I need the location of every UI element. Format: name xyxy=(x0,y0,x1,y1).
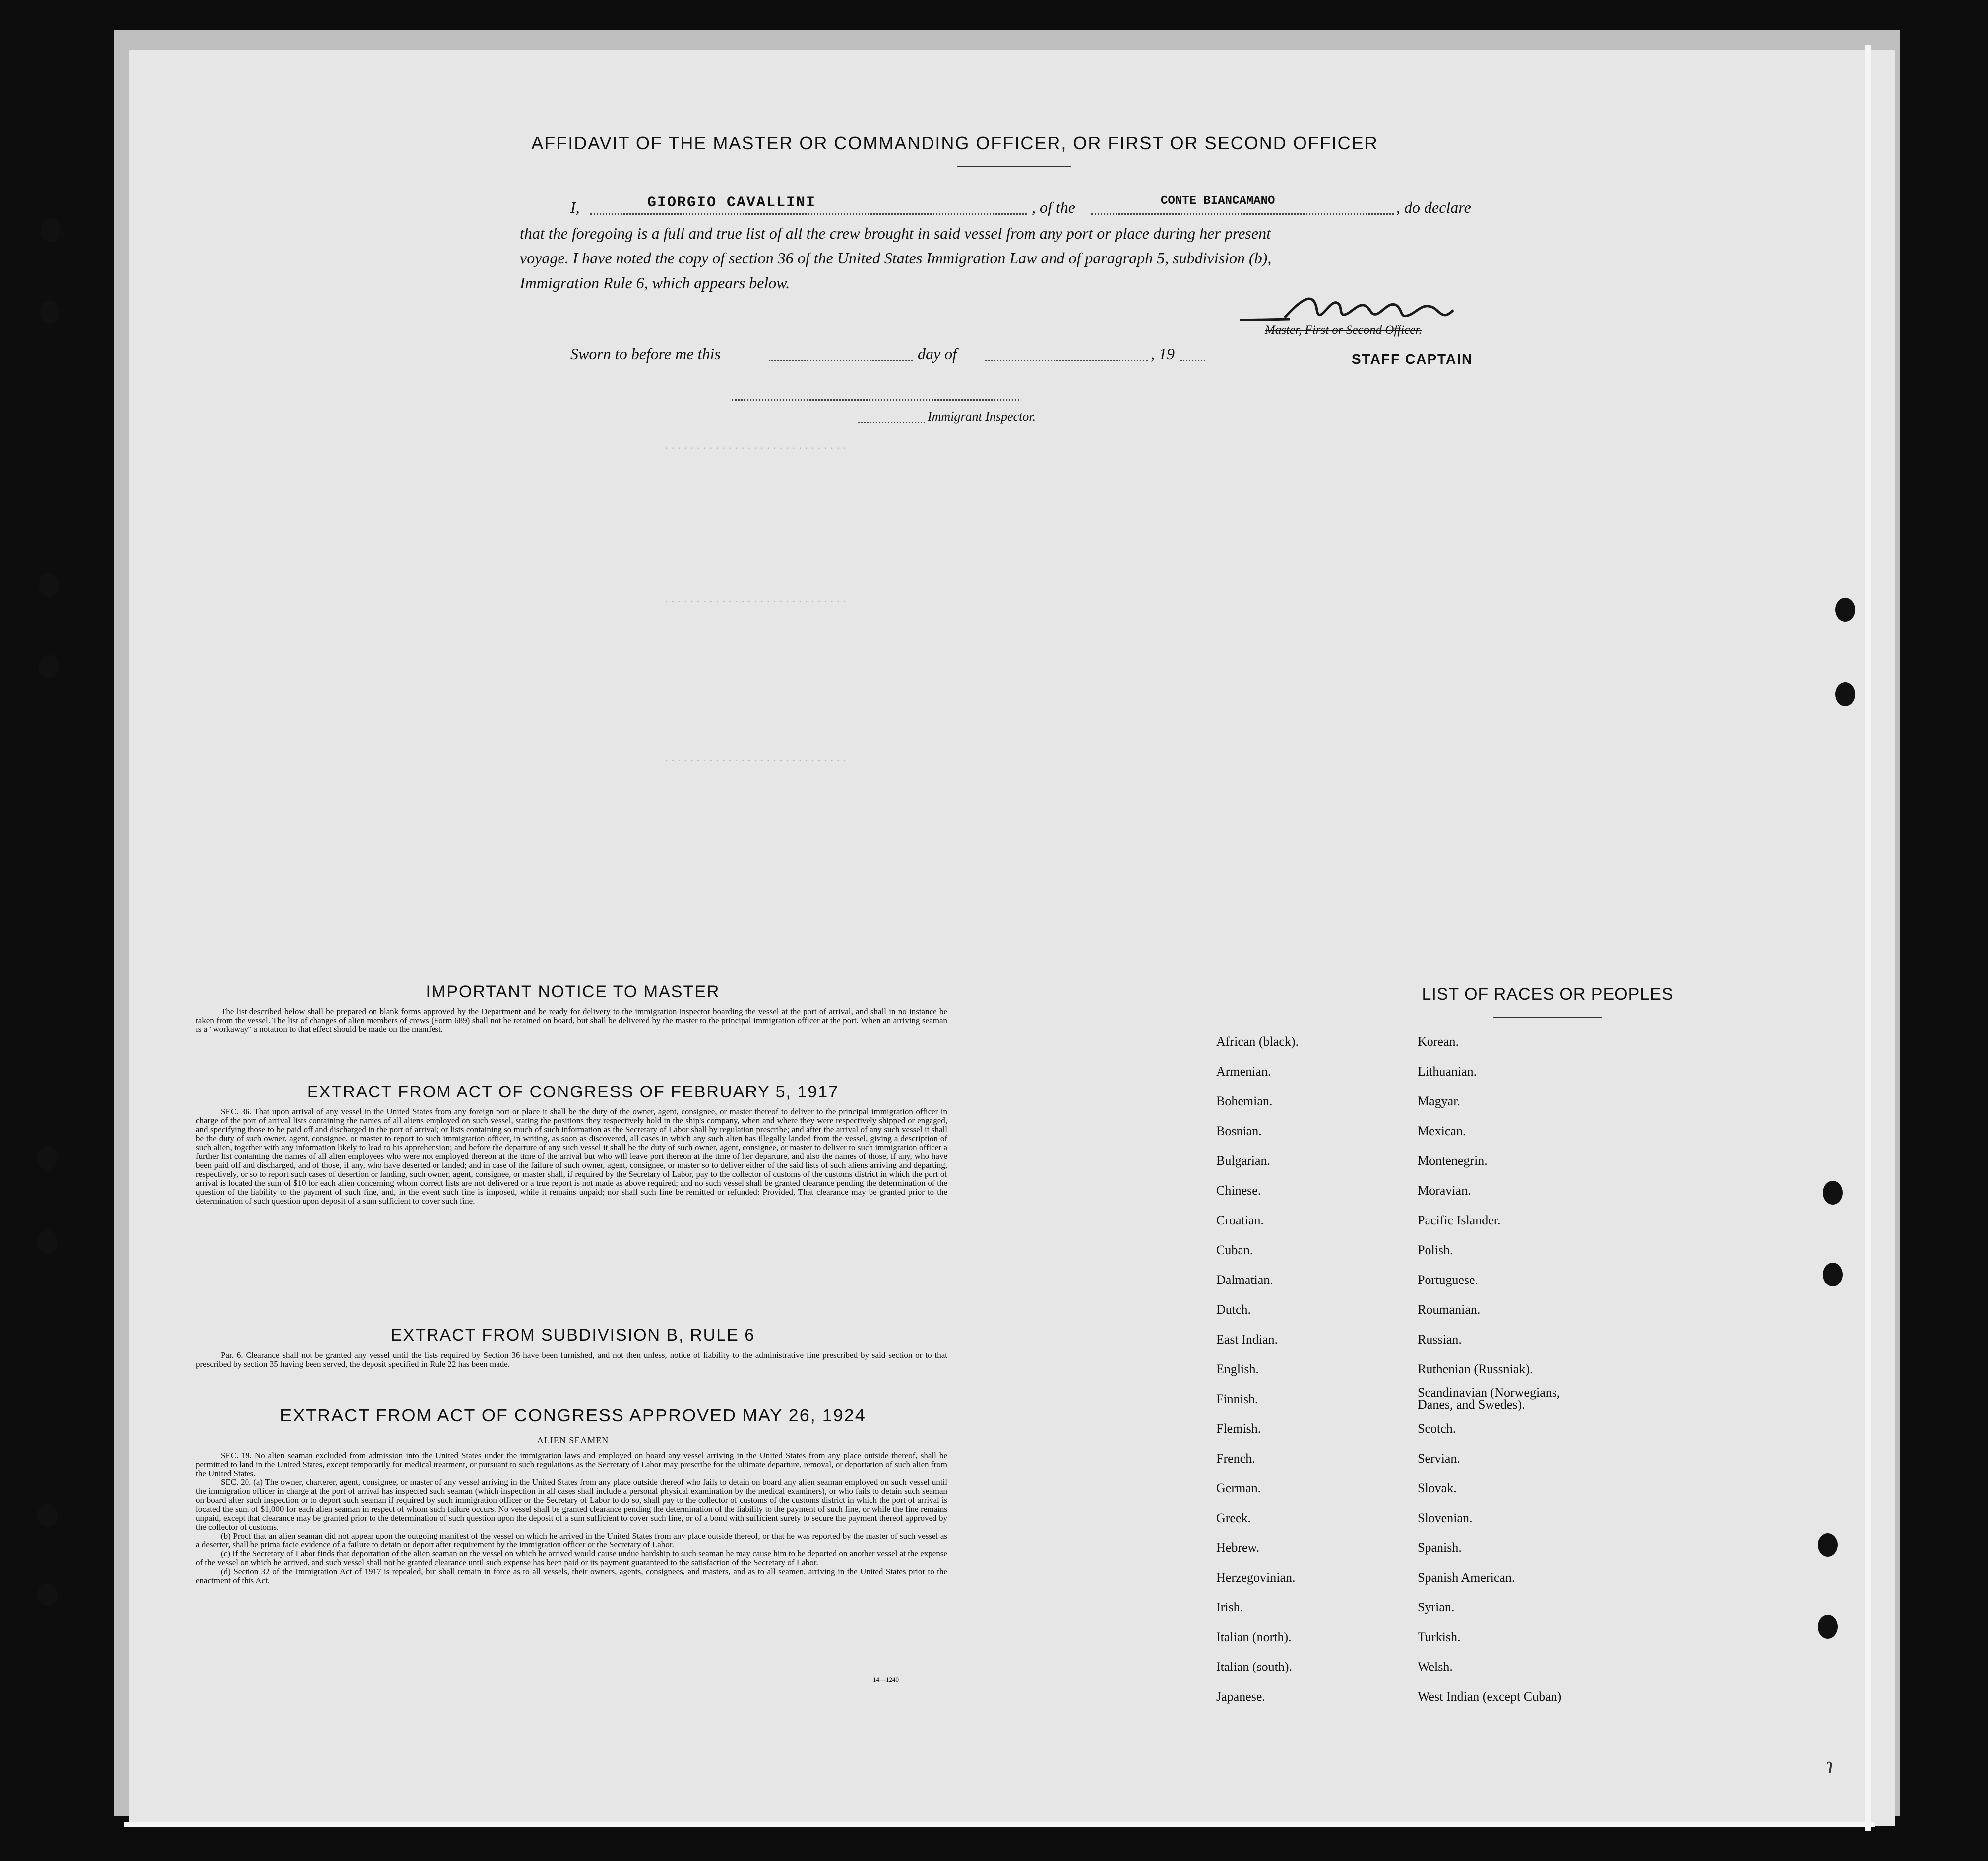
form-number: 14—1240 xyxy=(873,1676,899,1683)
race-item: Korean. xyxy=(1418,1034,1459,1049)
sec-20d-text: (d) Section 32 of the Immigration Act of 1917 is repealed, but shall remain in force as to all vessels, their owners, agents, consignees, and masters, and as to all seamen, arriving in the United States prior to the enactment of this Act. xyxy=(196,1567,947,1585)
sworn-month-line xyxy=(985,360,1148,361)
notice-body: The list described below shall be prepared on blank forms approved by the Department and be ready for delivery to the immigration inspector boarding the vessel at the port of arrival, and shall in no instance be taken from the vessel. The list of changes of alien members of crews (Form 689) shall not be retained on board, but shall be delivered by the master to the principal immigration officer at the port. When an arriving seaman is a "workaway" a notation to that effect should be made on the manifest. xyxy=(196,1007,947,1034)
race-item: English. xyxy=(1216,1362,1259,1376)
race-item: Pacific Islander. xyxy=(1418,1213,1501,1227)
sworn-year-line xyxy=(1180,360,1205,361)
bleed-through-mark: · · · · · · · · · · · · · · · · · · · · · · · · · · · · · xyxy=(665,754,847,767)
sec-20b-text: (b) Proof that an alien seaman did not appear upon the outgoing manifest of the vessel on which he arrived in the United States from any place outside thereof, or that he was reported by the master of such vessel as a deserter, shall be prima facie evidence of a failure to detain or deport after requirement by the immigration officer or the Secretary of Labor. xyxy=(196,1531,947,1549)
races-title: LIST OF RACES OR PEOPLES xyxy=(1422,985,1674,1004)
race-item: French. xyxy=(1216,1451,1255,1466)
race-item: Scandinavian (Norwegians, Danes, and Swedes). xyxy=(1418,1385,1560,1412)
race-item: Dalmatian. xyxy=(1216,1273,1273,1287)
punch-hole xyxy=(38,1146,58,1170)
vessel-field-line xyxy=(1091,213,1394,215)
race-item: Magyar. xyxy=(1418,1094,1460,1108)
extract-1924-subtitle: ALIEN SEAMEN xyxy=(537,1435,609,1445)
name-field-line xyxy=(590,213,1027,215)
affidavit-i-label: I, xyxy=(570,198,580,216)
punch-hole xyxy=(41,218,61,242)
race-item: Spanish American. xyxy=(1418,1570,1515,1585)
race-item: Bulgarian. xyxy=(1216,1154,1271,1168)
day-of-label: day of xyxy=(918,345,957,363)
punch-hole xyxy=(1818,1533,1838,1557)
punch-hole xyxy=(40,300,60,324)
race-item: Herzegovinian. xyxy=(1216,1570,1296,1585)
sec-19-text: SEC. 19. No alien seaman excluded from admission into the United States under the immigration laws and employed on board any vessel arriving in the United States from any place outside thereof, shall be permitted to land in the United States, except temporarily for medical treatment, or pursuant to such regulations as the Secretary of Labor may prescribe for the ultimate departure, removal, or deportation of such alien from the United States. xyxy=(196,1451,947,1478)
sworn-day-line xyxy=(769,360,913,361)
punch-hole xyxy=(39,655,59,679)
race-item: Slovak. xyxy=(1418,1481,1457,1495)
officer-title: STAFF CAPTAIN xyxy=(1352,351,1473,367)
extract-rule6-title: EXTRACT FROM SUBDIVISION B, RULE 6 xyxy=(390,1326,755,1345)
race-item: Greek. xyxy=(1216,1511,1251,1525)
race-item: Lithuanian. xyxy=(1418,1064,1477,1079)
race-item: Roumanian. xyxy=(1418,1302,1481,1317)
race-item: Mexican. xyxy=(1418,1124,1466,1138)
race-item: Ruthenian (Russniak). xyxy=(1418,1362,1533,1376)
punch-hole xyxy=(38,1230,58,1254)
title-underline xyxy=(957,166,1071,167)
race-item: Dutch. xyxy=(1216,1302,1251,1317)
race-item: African (black). xyxy=(1216,1034,1299,1049)
vessel-name-entry: CONTE BIANCAMANO xyxy=(1161,194,1275,208)
punch-hole xyxy=(38,1583,58,1606)
race-item: Russian. xyxy=(1418,1332,1462,1347)
race-item: Irish. xyxy=(1216,1600,1243,1614)
race-item: Japanese. xyxy=(1216,1689,1265,1704)
punch-hole xyxy=(1818,1615,1838,1639)
race-item: Syrian. xyxy=(1418,1600,1455,1614)
sec-20a-text: SEC. 20. (a) The owner, charterer, agent, consignee, or master of any vessel arriving in the United States from any place outside thereof who fails to detain on board any alien seaman employed on such vessel until the immigration officer in charge at the port of arrival has inspected such seaman (which inspection in all cases shall include a personal physical examination by the medical examiners), or who fails to detain such seaman on board after such inspection or to deport such seaman if required by such immigration officer or the Secretary of Labor to do so, shall pay to the collector of customs of the customs district in which the port of arrival is located the sum of $1,000 for each alien seaman in respect of whom such failure occurs. No vessel shall be granted clearance pending the determination of the liability to the payment of such fine, or while the fine remains unpaid, except that clearance may be granted prior to the determination of such question upon the deposit of a sum sufficient to cover such fine, or of a bond with sufficient surety to secure the payment thereof approved by the collector of customs. xyxy=(196,1477,947,1532)
bleed-through-mark: · · · · · · · · · · · · · · · · · · · · · · · · · · · · · xyxy=(665,595,847,608)
punch-hole xyxy=(1823,1263,1843,1286)
race-item: Servian. xyxy=(1418,1451,1460,1466)
extract-1924-body xyxy=(196,1451,947,1585)
race-item: Spanish. xyxy=(1418,1540,1462,1555)
race-item: Slovenian. xyxy=(1418,1511,1473,1525)
corner-mark: ɿ xyxy=(1825,1752,1834,1778)
sworn-label: Sworn to before me this xyxy=(570,345,721,363)
notice-title: IMPORTANT NOTICE TO MASTER xyxy=(426,982,720,1001)
race-item: German. xyxy=(1216,1481,1261,1495)
page-edge xyxy=(1865,45,1871,1831)
race-item: Flemish. xyxy=(1216,1421,1261,1436)
bleed-through-mark: · · · · · · · · · · · · · · · · · · · · · · · · · · · · · xyxy=(665,442,847,454)
extract-rule6-body: Par. 6. Clearance shall not be granted any vessel until the lists required by Section 36 have been furnished, and not then unless, notice of liability to the administrative fine prescribed by said section or to that prescribed by section 35 having been served, the deposit specified in Rule 22 has been made. xyxy=(196,1350,947,1369)
extract-1917-body: SEC. 36. That upon arrival of any vessel in the United States from any foreign port or place it shall be the duty of the owner, agent, consignee, or master thereof to deliver to the principal immigration officer in charge of the port of arrival lists containing the names of all aliens employed on such vessel, stating the positions they respectively hold in the ship's company, when and where they were respectively shipped or engaged, and specifying those to be paid off and discharged in the port of arrival; or lists containing so much of such information as the Secretary of Labor shall by regulation prescribe; and after the arrival of any such vessel it shall be the duty of such owner, agent, consignee, or master to report to such immigration officer, in writing, as soon as discovered, all cases in which any such alien has illegally landed from the vessel, giving a description of such alien, together with any information likely to lead to his apprehension; and before the departure of any such vessel it shall be the duty of such owner, agent, consignee, or master to deliver to such immigration officer a further list containing the names of all alien employees who were not employed thereon at the time of the arrival but who will leave port thereon at the time of her departure, and also the names of those, if any, who have been paid off and discharged, and of those, if any, who have deserted or landed; and in case of the failure of such owner, agent, consignee, or master so to deliver either of the said lists of such aliens arriving and departing, respectively, or so to report such cases of desertion or landing, such owner, agent, consignee, or master shall, if required by the Secretary of Labor, pay to the collector of customs of the customs district in which the port of arrival is located the sum of $10 for each alien concerning whom correct lists are not delivered or a true report is not made as above required; and no such vessel shall be granted clearance pending the determination of the question of the liability to the payment of such fine, and, in the event such fine is imposed, while it remains unpaid; nor shall such fine be remitted or refunded: Provided, That clearance may be granted prior to the determination of such question upon deposit of a sum sufficient to cover such fine. xyxy=(196,1107,947,1206)
inspector-prefix-line xyxy=(858,422,925,423)
officer-caption: Master, First or Second Officer. xyxy=(1265,323,1422,337)
race-item: Montenegrin. xyxy=(1418,1154,1488,1168)
race-item: Polish. xyxy=(1418,1243,1453,1257)
affidavit-line-4: Immigration Rule 6, which appears below. xyxy=(520,274,790,292)
year-label: , 19 xyxy=(1151,345,1175,363)
race-item: Moravian. xyxy=(1418,1183,1471,1198)
race-item: West Indian (except Cuban) xyxy=(1418,1689,1562,1704)
master-name-entry: GIORGIO CAVALLINI xyxy=(647,194,816,211)
race-item: Turkish. xyxy=(1418,1630,1461,1644)
punch-hole xyxy=(38,1503,58,1527)
race-item: Portuguese. xyxy=(1418,1273,1479,1287)
race-item: Welsh. xyxy=(1418,1660,1453,1674)
race-item: Chinese. xyxy=(1216,1183,1261,1198)
race-item: Italian (south). xyxy=(1216,1660,1293,1674)
inspector-signature-line xyxy=(732,399,1019,401)
race-item: Croatian. xyxy=(1216,1213,1264,1227)
inspector-label: Immigrant Inspector. xyxy=(928,409,1036,424)
punch-hole xyxy=(1823,1181,1843,1205)
race-item: Finnish. xyxy=(1216,1392,1258,1406)
punch-hole xyxy=(1835,598,1855,622)
extract-1924-title: EXTRACT FROM ACT OF CONGRESS APPROVED MAY 26, 1924 xyxy=(280,1405,866,1425)
sec-20c-text: (c) If the Secretary of Labor finds that deportation of the alien seaman on the vessel on which he arrived would cause undue hardship to such seaman he may cause him to be deported on another vessel at the expense of the vessel on which he arrived, and such vessel shall not be granted clearance until such expense has been paid or its payment guaranteed to the satisfaction of the Secretary of Labor. xyxy=(196,1549,947,1567)
extract-1917-title: EXTRACT FROM ACT OF CONGRESS OF FEBRUARY 5, 1917 xyxy=(307,1083,839,1101)
race-item: Scotch. xyxy=(1418,1421,1456,1436)
punch-hole xyxy=(1835,682,1855,706)
affidavit-title: AFFIDAVIT OF THE MASTER OR COMMANDING OFFICER, OR FIRST OR SECOND OFFICER xyxy=(531,133,1378,153)
race-item: Bosnian. xyxy=(1216,1124,1262,1138)
races-title-underline xyxy=(1493,1017,1602,1018)
page-edge xyxy=(124,1822,1875,1827)
race-item: Italian (north). xyxy=(1216,1630,1292,1644)
affidavit-line-2: that the foregoing is a full and true list of all the crew brought in said vessel from any port or place during her present xyxy=(520,224,1271,242)
declare-label: , do declare xyxy=(1396,198,1471,216)
punch-hole xyxy=(39,573,59,597)
race-item: Armenian. xyxy=(1216,1064,1271,1079)
race-item: Cuban. xyxy=(1216,1243,1253,1257)
race-item: Bohemian. xyxy=(1216,1094,1273,1108)
race-item: East Indian. xyxy=(1216,1332,1278,1347)
affidavit-line-3: voyage. I have noted the copy of section 36 of the United States Immigration Law and of paragraph 5, subdivision (b), xyxy=(520,249,1272,267)
race-item: Hebrew. xyxy=(1216,1540,1260,1555)
of-the-label: , of the xyxy=(1032,198,1075,216)
